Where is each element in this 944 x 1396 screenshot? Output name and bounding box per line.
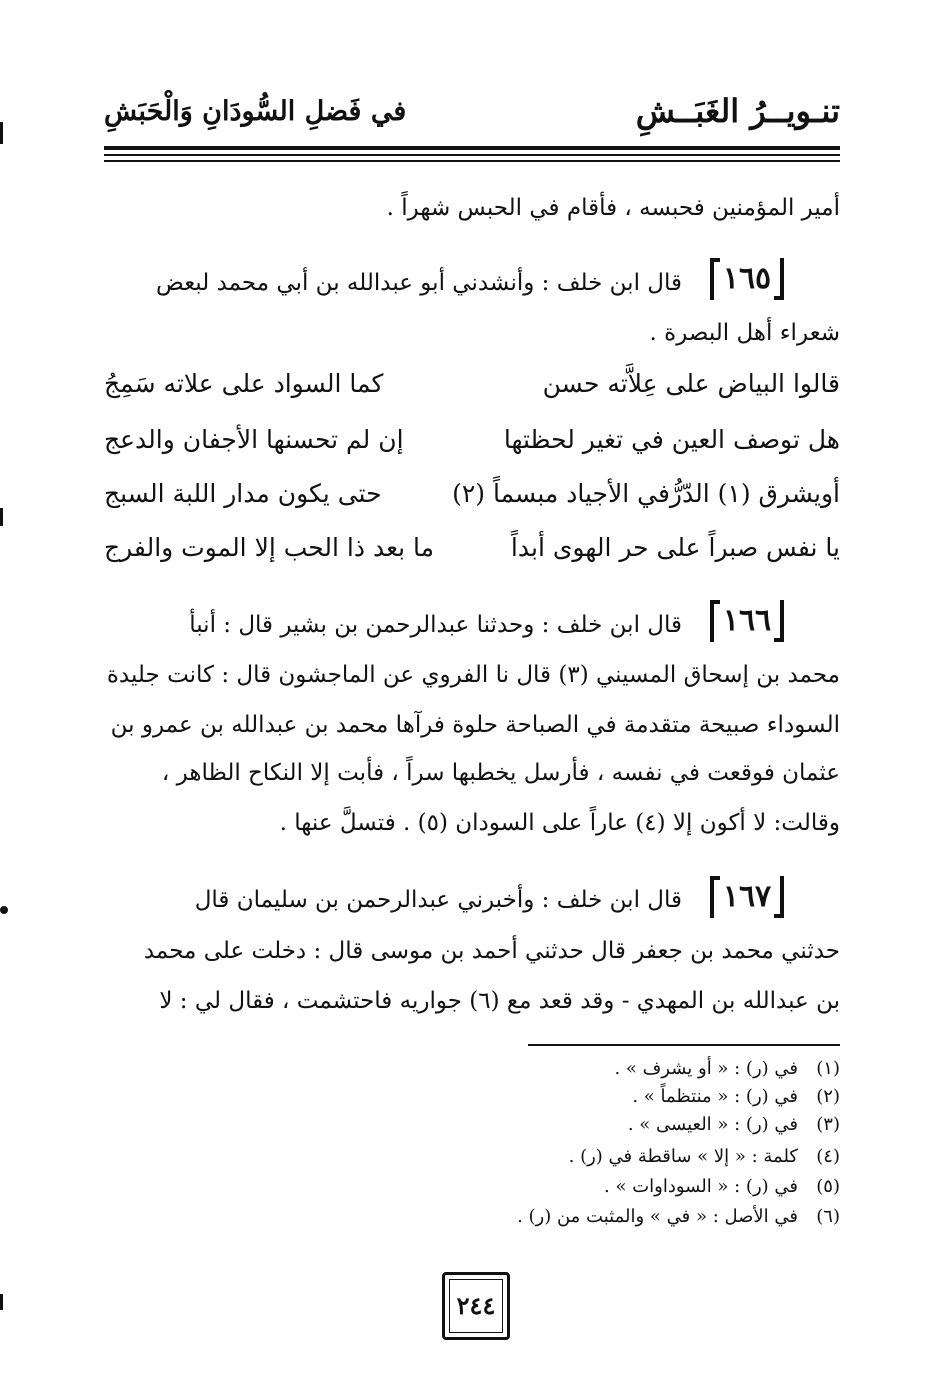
footnote-number: (٢) [816,1086,840,1107]
text-line: قال ابن خلف : وأخبرني عبدالرحمن بن سليمان قال [194,887,682,913]
footnote-text: في الأصل : « في » والمثبت من (ر) . [517,1206,798,1227]
footnote-item [340,1056,840,1082]
poem-verse-left: حتى يكون مدار اللبة السبج [104,479,382,508]
footnote-number: (١) [816,1058,840,1079]
header-rule-thin [104,154,840,156]
footnote-separator [528,1044,840,1046]
scan-mark [0,122,3,144]
footnote-text: في (ر) : « العيسى » . [627,1114,798,1135]
poem-verse-right: قالوا البياض على عِلاَّته حسن [542,369,840,398]
text-line: محمد بن إسحاق المسيني (٣) قال نا الفروي عن الماجشون قال : كانت جليدة [106,662,840,688]
entry-number-165: ١٦٥ [710,258,784,300]
scan-mark [0,1294,3,1310]
text-line: شعراء أهل البصرة . [649,320,840,346]
running-header [104,92,840,138]
poem-verse-right: أويشرق (١) الدّرُّفي الأجياد مبسماً (٢) [452,479,840,508]
poem-verse-right: هل توصف العين في تغير لحظتها [503,425,840,454]
footnote-item [340,1204,840,1230]
poem-verse-left: ما بعد ذا الحب إلا الموت والفرج [104,533,435,562]
footnote-item [340,1084,840,1110]
footnote-text: في (ر) : « السوداوات » . [604,1176,798,1197]
text-line: وقالت: لا أكون إلا (٤) عاراً على السودان (٥) . فتسلَّ عنها . [279,810,840,836]
book-title: تنـويــرُ الغَبَــشِ [635,92,840,130]
poem-verse-left: إن لم تحسنها الأجفان والدعج [104,425,404,454]
header-rule-thin-2 [104,160,840,162]
footnote-number: (٣) [816,1114,840,1135]
text-line: أمير المؤمنين فحبسه ، فأقام في الحبس شهراً . [386,195,840,221]
text-line: قال ابن خلف : وأنشدني أبو عبدالله بن أبي محمد لبعض [156,270,682,296]
text-line: قال ابن خلف : وحدثنا عبدالرحمن بن بشير قال : أنبأ [189,612,682,638]
header-rule-thick [104,146,840,150]
footnote-item [340,1112,840,1138]
text-line: عثمان فوقعت في نفسه ، فأرسل يخطبها سراً ، فأبت إلا النكاح الظاهر ، [161,760,840,786]
poem-verse-left: كما السواد على علاته سَمِجُ [104,369,384,398]
footnote-text: في (ر) : « أو يشرف » . [614,1058,798,1079]
poem-verse-right: يا نفس صبراً على حر الهوى أبداً [510,533,840,562]
footnote-number: (٤) [816,1146,840,1167]
text-line: حدثني محمد بن جعفر قال حدثني أحمد بن موسى قال : دخلت على محمد [143,938,840,964]
scan-mark [0,508,3,526]
scan-mark [0,906,8,914]
page-number: ٢٤٤ [442,1272,510,1340]
entry-number-166: ١٦٦ [710,600,784,642]
footnote-item [340,1174,840,1200]
entry-number-167: ١٦٧ [710,876,784,918]
footnote-text: كلمة : « إلا » ساقطة في (ر) . [568,1146,798,1167]
footnote-number: (٦) [816,1206,840,1227]
footnote-number: (٥) [816,1176,840,1197]
text-line: بن عبدالله بن المهدي - وقد قعد مع (٦) جواريه فاحتشمت ، فقال لي : لا [159,988,840,1014]
footnote-text: في (ر) : « منتظماً » . [632,1086,798,1107]
book-subtitle: في فَضلِ السُّودَانِ وَالْحَبَشِ [104,96,407,127]
footnote-item [340,1144,840,1170]
text-line: السوداء صبيحة متقدمة في الصباحة حلوة فرآها محمد بن عبدالله بن عمرو بن [110,712,840,738]
